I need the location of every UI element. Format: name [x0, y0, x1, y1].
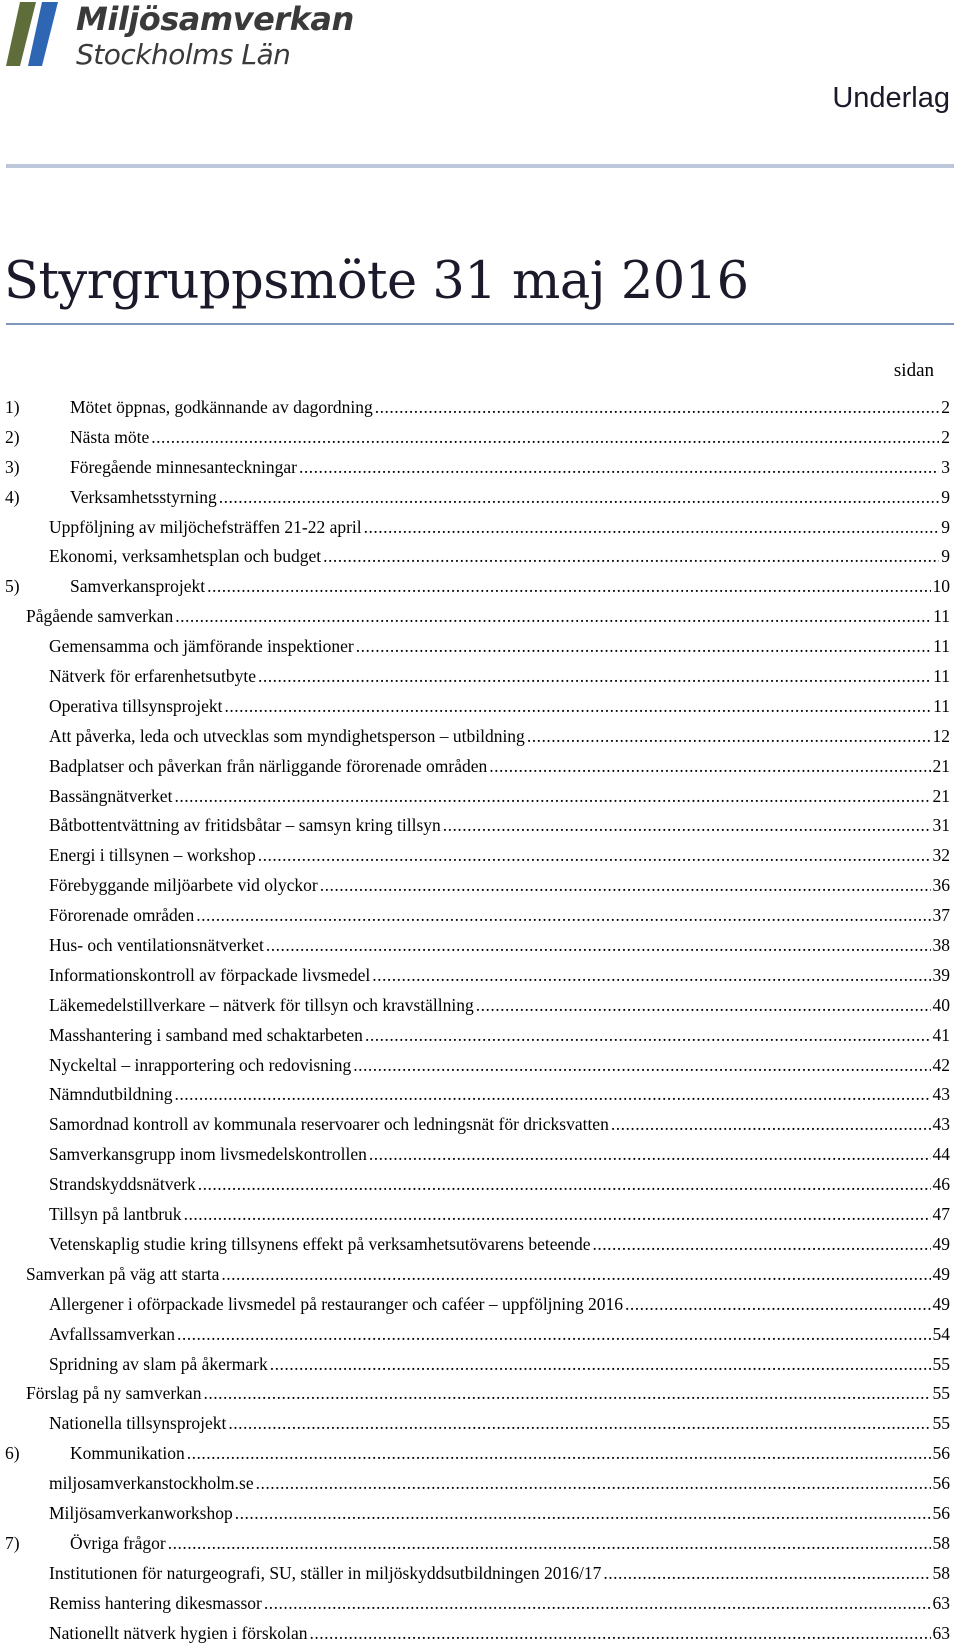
toc-entry[interactable]	[0, 871, 960, 901]
toc-page: 38	[932, 935, 950, 956]
toc-page: 31	[932, 815, 950, 836]
toc-entry[interactable]	[0, 1529, 960, 1559]
toc-text: Nyckeltal – inrapportering och redovisning	[49, 1054, 352, 1075]
toc-text: Institutionen för naturgeografi, SU, ställer in miljöskyddsutbildningen 2016/17	[49, 1562, 602, 1583]
toc-text: Badplatser och påverkan från närliggande förorenade områden	[49, 755, 488, 776]
toc-entry[interactable]	[0, 841, 960, 871]
toc-leader	[187, 1439, 931, 1469]
toc-text: Miljösamverkanworkshop	[49, 1502, 233, 1523]
toc-page: 41	[932, 1024, 950, 1045]
logo-line-2: Stockholms Län	[76, 38, 291, 71]
toc-text: Samverkansprojekt	[70, 576, 206, 597]
toc-entry[interactable]	[0, 1350, 960, 1380]
page-column-label: sidan	[893, 360, 934, 381]
toc-leader	[270, 1350, 931, 1380]
toc-text: miljosamverkanstockholm.se	[49, 1473, 254, 1494]
toc-entry[interactable]	[0, 722, 960, 752]
toc-leader	[235, 1499, 931, 1529]
toc-leader	[611, 1110, 931, 1140]
toc-leader	[323, 542, 939, 572]
toc-leader	[174, 1080, 930, 1110]
toc-number: 4)	[5, 486, 20, 507]
toc-leader	[228, 1409, 930, 1439]
toc-page: 2	[941, 397, 950, 417]
toc-entry[interactable]	[0, 1499, 960, 1529]
toc-page: 39	[932, 964, 950, 985]
toc-leader	[196, 901, 930, 931]
toc-text: Läkemedelstillverkare – nätverk för tillsyn och kravställning	[49, 994, 474, 1015]
toc-page: 43	[932, 1084, 950, 1105]
toc-leader	[184, 1200, 931, 1230]
toc-entry[interactable]	[0, 991, 960, 1021]
toc-text: Verksamhetsstyrning	[70, 486, 217, 507]
title-rule	[6, 323, 954, 325]
toc-entry[interactable]	[0, 513, 960, 543]
toc-text: Förorenade områden	[49, 905, 195, 926]
toc-page: 58	[932, 1562, 950, 1583]
toc-leader	[356, 632, 931, 662]
toc-text: Pågående samverkan	[26, 606, 174, 627]
toc-page: 42	[932, 1054, 950, 1075]
toc-page: 55	[932, 1383, 950, 1404]
toc-leader	[372, 961, 930, 991]
toc-leader	[266, 931, 931, 961]
logo	[6, 2, 366, 72]
toc-leader	[489, 752, 930, 782]
toc-leader	[256, 1469, 931, 1499]
toc-page: 63	[932, 1592, 950, 1613]
toc-entry[interactable]	[0, 662, 960, 692]
toc-text: Remiss hantering dikesmassor	[49, 1592, 262, 1613]
toc-leader	[364, 513, 940, 543]
toc-page: 37	[932, 905, 950, 926]
toc-page: 56	[932, 1502, 950, 1523]
toc-page: 11	[933, 636, 950, 657]
toc-text: Masshantering i samband med schaktarbeten	[49, 1024, 363, 1045]
toc-text: Kommunikation	[70, 1443, 185, 1464]
toc-leader	[207, 572, 930, 602]
toc-number: 3)	[5, 456, 20, 477]
toc-text: Avfallssamverkan	[49, 1323, 176, 1344]
toc-entry[interactable]	[0, 1439, 960, 1469]
toc-entry[interactable]	[0, 1051, 960, 1081]
toc-text: Operativa tillsynsprojekt	[49, 695, 223, 716]
toc-page: 2	[941, 426, 950, 447]
toc-entry[interactable]	[0, 1260, 960, 1290]
toc-leader	[365, 1021, 931, 1051]
toc-entry[interactable]	[0, 1379, 960, 1409]
toc-text: Gemensamma och jämförande inspektioner	[49, 636, 354, 657]
toc-page: 11	[933, 606, 950, 627]
toc-entry[interactable]	[0, 393, 960, 423]
toc-text: Samverkansgrupp inom livsmedelskontrollen	[49, 1144, 367, 1165]
toc-page: 44	[932, 1144, 950, 1165]
toc-page: 32	[932, 845, 950, 866]
header-rule	[6, 164, 954, 168]
toc-page: 54	[932, 1323, 950, 1344]
toc-text: Nämndutbildning	[49, 1084, 173, 1105]
toc-leader	[203, 1379, 930, 1409]
toc-text: Förebyggande miljöarbete vid olyckor	[49, 875, 318, 896]
toc-entry[interactable]	[0, 811, 960, 841]
toc-text: Ekonomi, verksamhetsplan och budget	[49, 546, 322, 567]
toc-text: Nationellt nätverk hygien i förskolan	[49, 1622, 308, 1643]
toc-page: 58	[932, 1532, 950, 1553]
toc-page: 55	[932, 1413, 950, 1434]
toc-leader	[151, 423, 939, 453]
toc-entry[interactable]	[0, 632, 960, 662]
toc-leader	[225, 692, 932, 722]
toc-page: 63	[932, 1622, 950, 1643]
toc-text: Förslag på ny samverkan	[26, 1383, 202, 1404]
toc-entry[interactable]	[0, 961, 960, 991]
toc-number: 6)	[5, 1443, 20, 1464]
toc-text: Nästa möte	[70, 426, 150, 447]
toc-page: 49	[932, 1263, 950, 1284]
toc-entry[interactable]	[0, 483, 960, 513]
toc-entry[interactable]	[0, 1021, 960, 1051]
toc-text: Mötet öppnas, godkännande av dagordning	[70, 397, 373, 417]
toc-leader	[221, 1260, 930, 1290]
toc-page: 21	[932, 755, 950, 776]
toc-page: 46	[932, 1174, 950, 1195]
toc-text: Bassängnätverket	[49, 785, 173, 806]
toc-page: 10	[932, 576, 950, 597]
toc-entry[interactable]	[0, 1589, 960, 1619]
toc-entry[interactable]	[0, 542, 960, 572]
toc-text: Nationella tillsynsprojekt	[49, 1413, 227, 1434]
toc-page: 12	[932, 725, 950, 746]
logo-mark-icon	[6, 2, 64, 70]
logo-line-1: Miljösamverkan	[76, 0, 354, 38]
toc-page: 43	[932, 1114, 950, 1135]
toc-page: 56	[932, 1443, 950, 1464]
toc-text: Uppföljning av miljöchefsträffen 21-22 april	[49, 516, 362, 537]
toc-text: Vetenskaplig studie kring tillsynens effekt på verksamhetsutövarens beteende	[49, 1233, 591, 1254]
toc-entry[interactable]	[0, 1559, 960, 1589]
toc-leader	[264, 1589, 931, 1619]
toc-leader	[198, 1170, 931, 1200]
toc-leader	[299, 453, 939, 483]
toc-entry[interactable]	[0, 901, 960, 931]
toc-number: 7)	[5, 1532, 20, 1553]
toc-entry[interactable]	[0, 782, 960, 812]
toc-leader	[369, 1140, 931, 1170]
toc-leader	[258, 841, 931, 871]
toc-entry[interactable]	[0, 1469, 960, 1499]
toc-entry[interactable]	[0, 692, 960, 722]
toc-page: 49	[932, 1293, 950, 1314]
toc-page: 49	[932, 1233, 950, 1254]
toc-page: 21	[932, 785, 950, 806]
toc-leader	[476, 991, 931, 1021]
toc-entry[interactable]	[0, 1200, 960, 1230]
toc-leader	[443, 811, 931, 841]
toc-number: 5)	[5, 576, 20, 597]
toc-entry[interactable]	[0, 1230, 960, 1260]
toc-leader	[593, 1230, 931, 1260]
toc-page: 56	[932, 1473, 950, 1494]
toc-leader	[603, 1559, 930, 1589]
toc-page: 3	[941, 456, 950, 477]
toc-page: 11	[933, 695, 950, 716]
toc-entry[interactable]	[0, 1409, 960, 1439]
toc-entry[interactable]	[0, 752, 960, 782]
toc-page: 9	[941, 516, 950, 537]
toc-entry[interactable]	[0, 1320, 960, 1350]
toc-entry[interactable]	[0, 453, 960, 483]
toc-leader	[353, 1051, 930, 1081]
toc-text: Energi i tillsynen – workshop	[49, 845, 256, 866]
toc-entry[interactable]	[0, 1110, 960, 1140]
toc-text: Allergener i oförpackade livsmedel på restauranger och caféer – uppföljning 2016	[49, 1293, 624, 1314]
toc-text: Båtbottentvättning av fritidsbåtar – samsyn kring tillsyn	[49, 815, 441, 836]
toc-page: 47	[932, 1204, 950, 1225]
toc-leader	[177, 1320, 930, 1350]
toc-leader	[219, 483, 939, 513]
toc-text: Hus- och ventilationsnätverket	[49, 935, 264, 956]
toc-text: Övriga frågor	[70, 1532, 166, 1553]
toc-leader	[625, 1290, 930, 1320]
toc-leader	[375, 393, 939, 423]
toc-page: 40	[932, 994, 950, 1015]
toc-page: 36	[932, 875, 950, 896]
toc-entry[interactable]	[0, 1140, 960, 1170]
toc-number: 1)	[5, 397, 20, 417]
toc-text: Spridning av slam på åkermark	[49, 1353, 268, 1374]
toc-text: Samverkan på väg att starta	[26, 1263, 220, 1284]
toc-entry[interactable]	[0, 931, 960, 961]
page-title: Styrgruppsmöte 31 maj 2016	[4, 252, 749, 311]
toc-page: 9	[941, 486, 950, 507]
toc-entry[interactable]	[0, 1170, 960, 1200]
toc-page: 9	[941, 546, 950, 567]
toc-leader	[175, 602, 931, 632]
toc-text: Nätverk för erfarenhetsutbyte	[49, 666, 256, 687]
toc-entry[interactable]	[0, 572, 960, 602]
toc-entry[interactable]	[0, 423, 960, 453]
document-type: Underlag	[832, 82, 950, 114]
toc-text: Tillsyn på lantbruk	[49, 1204, 182, 1225]
toc-entry[interactable]	[0, 1290, 960, 1320]
table-of-contents	[0, 393, 960, 1648]
toc-leader	[258, 662, 931, 692]
toc-text: Att påverka, leda och utvecklas som myndighetsperson – utbildning	[49, 725, 525, 746]
toc-text: Informationskontroll av förpackade livsmedel	[49, 964, 371, 985]
toc-text: Strandskyddsnätverk	[49, 1174, 196, 1195]
toc-leader	[174, 782, 930, 812]
toc-leader	[527, 722, 931, 752]
toc-entry[interactable]	[0, 602, 960, 632]
toc-leader	[168, 1529, 931, 1559]
toc-page: 11	[933, 666, 950, 687]
toc-entry[interactable]	[0, 1080, 960, 1110]
toc-number: 2)	[5, 426, 20, 447]
toc-leader	[320, 871, 931, 901]
toc-text: Samordnad kontroll av kommunala reservoarer och ledningsnät för dricksvatten	[49, 1114, 609, 1135]
toc-text: Föregående minnesanteckningar	[70, 456, 297, 477]
toc-page: 55	[932, 1353, 950, 1374]
